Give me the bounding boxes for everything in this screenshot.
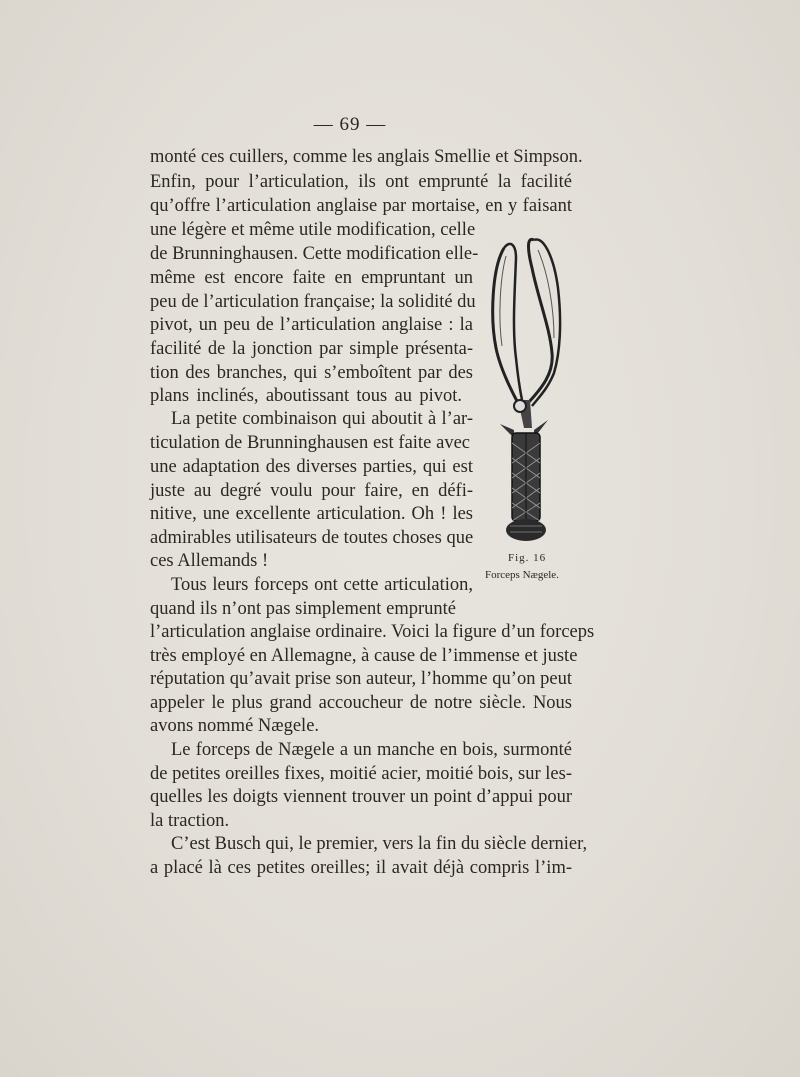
text-line: pivot, un peu de l’articulation anglaise : la bbox=[150, 315, 473, 335]
text-line: une légère et même utile modification, celle bbox=[150, 220, 476, 240]
text-line: La petite combinaison qui aboutit à l’ar- bbox=[171, 409, 473, 429]
text-line: C’est Busch qui, le premier, vers la fin du siècle dernier, bbox=[171, 834, 588, 854]
text-line: ces Allemands ! bbox=[150, 551, 269, 571]
text-line: peu de l’articulation française; la solidité du bbox=[150, 292, 476, 312]
text-line: qu’offre l’articulation anglaise par mortaise, en y faisant bbox=[150, 196, 572, 216]
text-line: nitive, une excellente articulation. Oh ! les bbox=[150, 504, 473, 524]
text-line: appeler le plus grand accoucheur de notre siècle. Nous bbox=[150, 693, 572, 713]
text-line: de petites oreilles fixes, moitié acier, moitié bois, sur les- bbox=[150, 764, 572, 784]
text-line: monté ces cuillers, comme les anglais Smellie et Simpson. bbox=[150, 147, 583, 167]
text-line: l’articulation anglaise ordinaire. Voici la figure d’un forceps bbox=[150, 622, 595, 642]
text-line: juste au degré voulu pour faire, en défi- bbox=[150, 481, 473, 501]
text-line: avons nommé Nægele. bbox=[150, 716, 320, 736]
figure-caption: Forceps Nægele. bbox=[485, 569, 559, 581]
text-line: quand ils n’ont pas simplement emprunté bbox=[150, 599, 456, 619]
text-line: admirables utilisateurs de toutes choses que bbox=[150, 528, 474, 548]
text-line: de Brunninghausen. Cette modification elle- bbox=[150, 244, 479, 264]
text-line: plans inclinés, aboutissant tous au pivot. bbox=[150, 386, 462, 406]
text-line: Tous leurs forceps ont cette articulation, bbox=[171, 575, 473, 595]
figure-number: Fig. 16 bbox=[508, 552, 547, 564]
text-line: quelles les doigts viennent trouver un point d’appui pour bbox=[150, 787, 572, 807]
forceps-illustration bbox=[482, 228, 582, 548]
text-line: la traction. bbox=[150, 811, 230, 831]
text-line: très employé en Allemagne, à cause de l’immense et juste bbox=[150, 646, 578, 666]
text-line: a placé là ces petites oreilles; il avait déjà compris l’im- bbox=[150, 858, 572, 878]
text-line: une adaptation des diverses parties, qui est bbox=[150, 457, 473, 477]
text-line: tion des branches, qui s’emboîtent par des bbox=[150, 363, 473, 383]
text-line: même est encore faite en empruntant un bbox=[150, 268, 473, 288]
text-line: facilité de la jonction par simple présenta- bbox=[150, 339, 473, 359]
text-line: réputation qu’avait prise son auteur, l’homme qu’on peut bbox=[150, 669, 572, 689]
text-line: ticulation de Brunninghausen est faite avec bbox=[150, 433, 470, 453]
page-number: — 69 — bbox=[313, 114, 387, 135]
text-line: Enfin, pour l’articulation, ils ont emprunté la facilité bbox=[150, 172, 572, 192]
text-line: Le forceps de Nægele a un manche en bois, surmonté bbox=[171, 740, 572, 760]
